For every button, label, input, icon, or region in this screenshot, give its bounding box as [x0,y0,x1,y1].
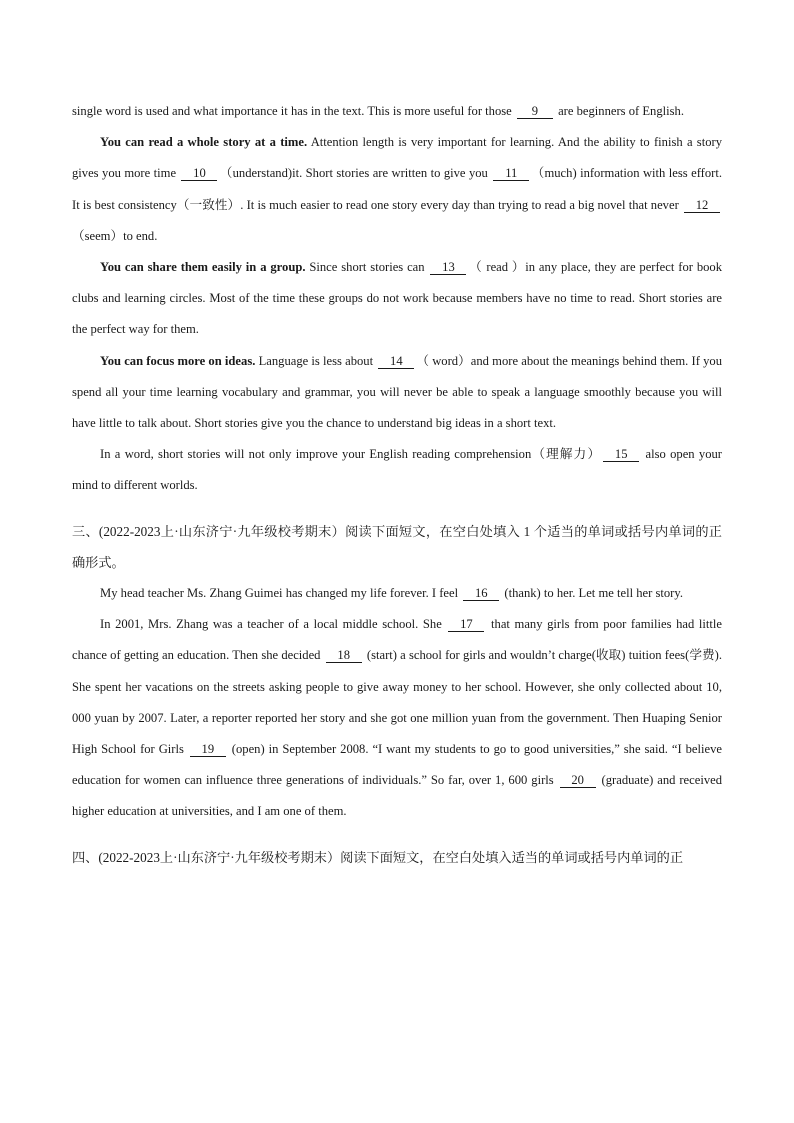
paragraph-text: （ word）and more about the meanings behind them. If you spend all your time learning vocabulary and grammar, you will never be able to speak a language smoothly because you will have little to talk about. Short stories give you the chance to understand big ideas in a short text. [72,353,722,431]
paragraph-text: (graduate) and received higher education at universities, and I am one of them. [72,773,723,819]
paragraph-text: (start) a school for girls and wouldn’t charge(收取) tuition fees(学费). She spent her vacations on the streets asking people to give away money to her school. However, she only collected about 10, 000 yuan by 2007. Later, a reporter reported her story and she got one million yuan from the government. Then Huaping Senior High School for Girls [72,648,722,757]
blank-20[interactable]: 20 [560,773,596,788]
blank-9[interactable]: 9 [517,104,553,119]
paragraph-text: (open) in September 2008. “I want my students to go to good universities,” she said. “I believe education for women can influence three generations of individuals.” So far, over 1, 600 girls [72,742,722,788]
intro-paragraph [72,96,722,127]
paragraph-text: are beginners of English. [554,104,684,118]
blank-10[interactable]: 10 [181,166,217,181]
paragraph-text: （seem）to end. [72,228,158,243]
focus-paragraph [72,346,722,440]
paragraph-text: （understand)it. Short stories are written to give you [219,166,492,181]
blank-11[interactable]: 11 [493,166,529,181]
conclusion-paragraph [72,439,722,501]
whole-story-paragraph [72,127,722,252]
section-3-paragraph-1 [72,578,722,609]
blank-15[interactable]: 15 [603,447,639,462]
section-3-paragraph-2 [72,609,722,827]
paragraph-text: Since short stories can [305,260,429,275]
share-paragraph [72,252,722,346]
blank-14[interactable]: 14 [378,354,414,369]
paragraph-text: My head teacher Ms. Zhang Guimei has changed my life forever. I feel [100,586,462,601]
paragraph-lead: You can read a whole story at a time. [100,135,308,150]
section-3-heading: 三、(2022-2023上·山东济宁·九年级校考期末）阅读下面短文，在空白处填入 1 个适当的单词或括号内单词的正确形式。 [72,523,722,570]
paragraph-text: （much) information with less effort. It is best consistency（一致性）. It is much easier to read one story every day than trying to read a big novel that never [72,166,722,212]
blank-12[interactable]: 12 [684,198,720,213]
paragraph-lead: You can focus more on ideas. [100,353,256,368]
paragraph-text: also open your mind to different worlds. [72,447,722,493]
paragraph-text: Attention length is very important for learning. And the ability to finish a story gives you more time [72,135,722,181]
paragraph-lead: You can share them easily in a group. [100,260,306,275]
paragraph-text: single word is used and what importance it has in the text. This is more useful for those [72,104,515,118]
paragraph-text: In a word, short stories will not only improve your English reading comprehension（理解力） [100,447,602,462]
blank-19[interactable]: 19 [190,742,226,757]
section-spacer [72,502,722,516]
paragraph-text: In 2001, Mrs. Zhang was a teacher of a local middle school. She [100,617,447,632]
blank-13[interactable]: 13 [430,260,466,275]
paragraph-text: （ read ）in any place, they are perfect for book clubs and learning circles. Most of the time these groups do not work because members have no time to read. Short stories are the perfect way for them. [72,260,723,337]
blank-18[interactable]: 18 [326,648,362,663]
blank-16[interactable]: 16 [463,586,499,601]
paragraph-text: (thank) to her. Let me tell her story. [501,586,683,601]
blank-17[interactable]: 17 [448,617,484,632]
section-4-heading: 四、(2022-2023上·山东济宁·九年级校考期末）阅读下面短文，在空白处填入适当的单词或括号内单词的正 [72,849,683,865]
document-page [72,96,722,873]
paragraph-text: Language is less about [255,353,377,368]
paragraph-text: that many girls from poor families had little chance of getting an education. Then she decided [72,617,722,663]
section-spacer [72,828,722,842]
